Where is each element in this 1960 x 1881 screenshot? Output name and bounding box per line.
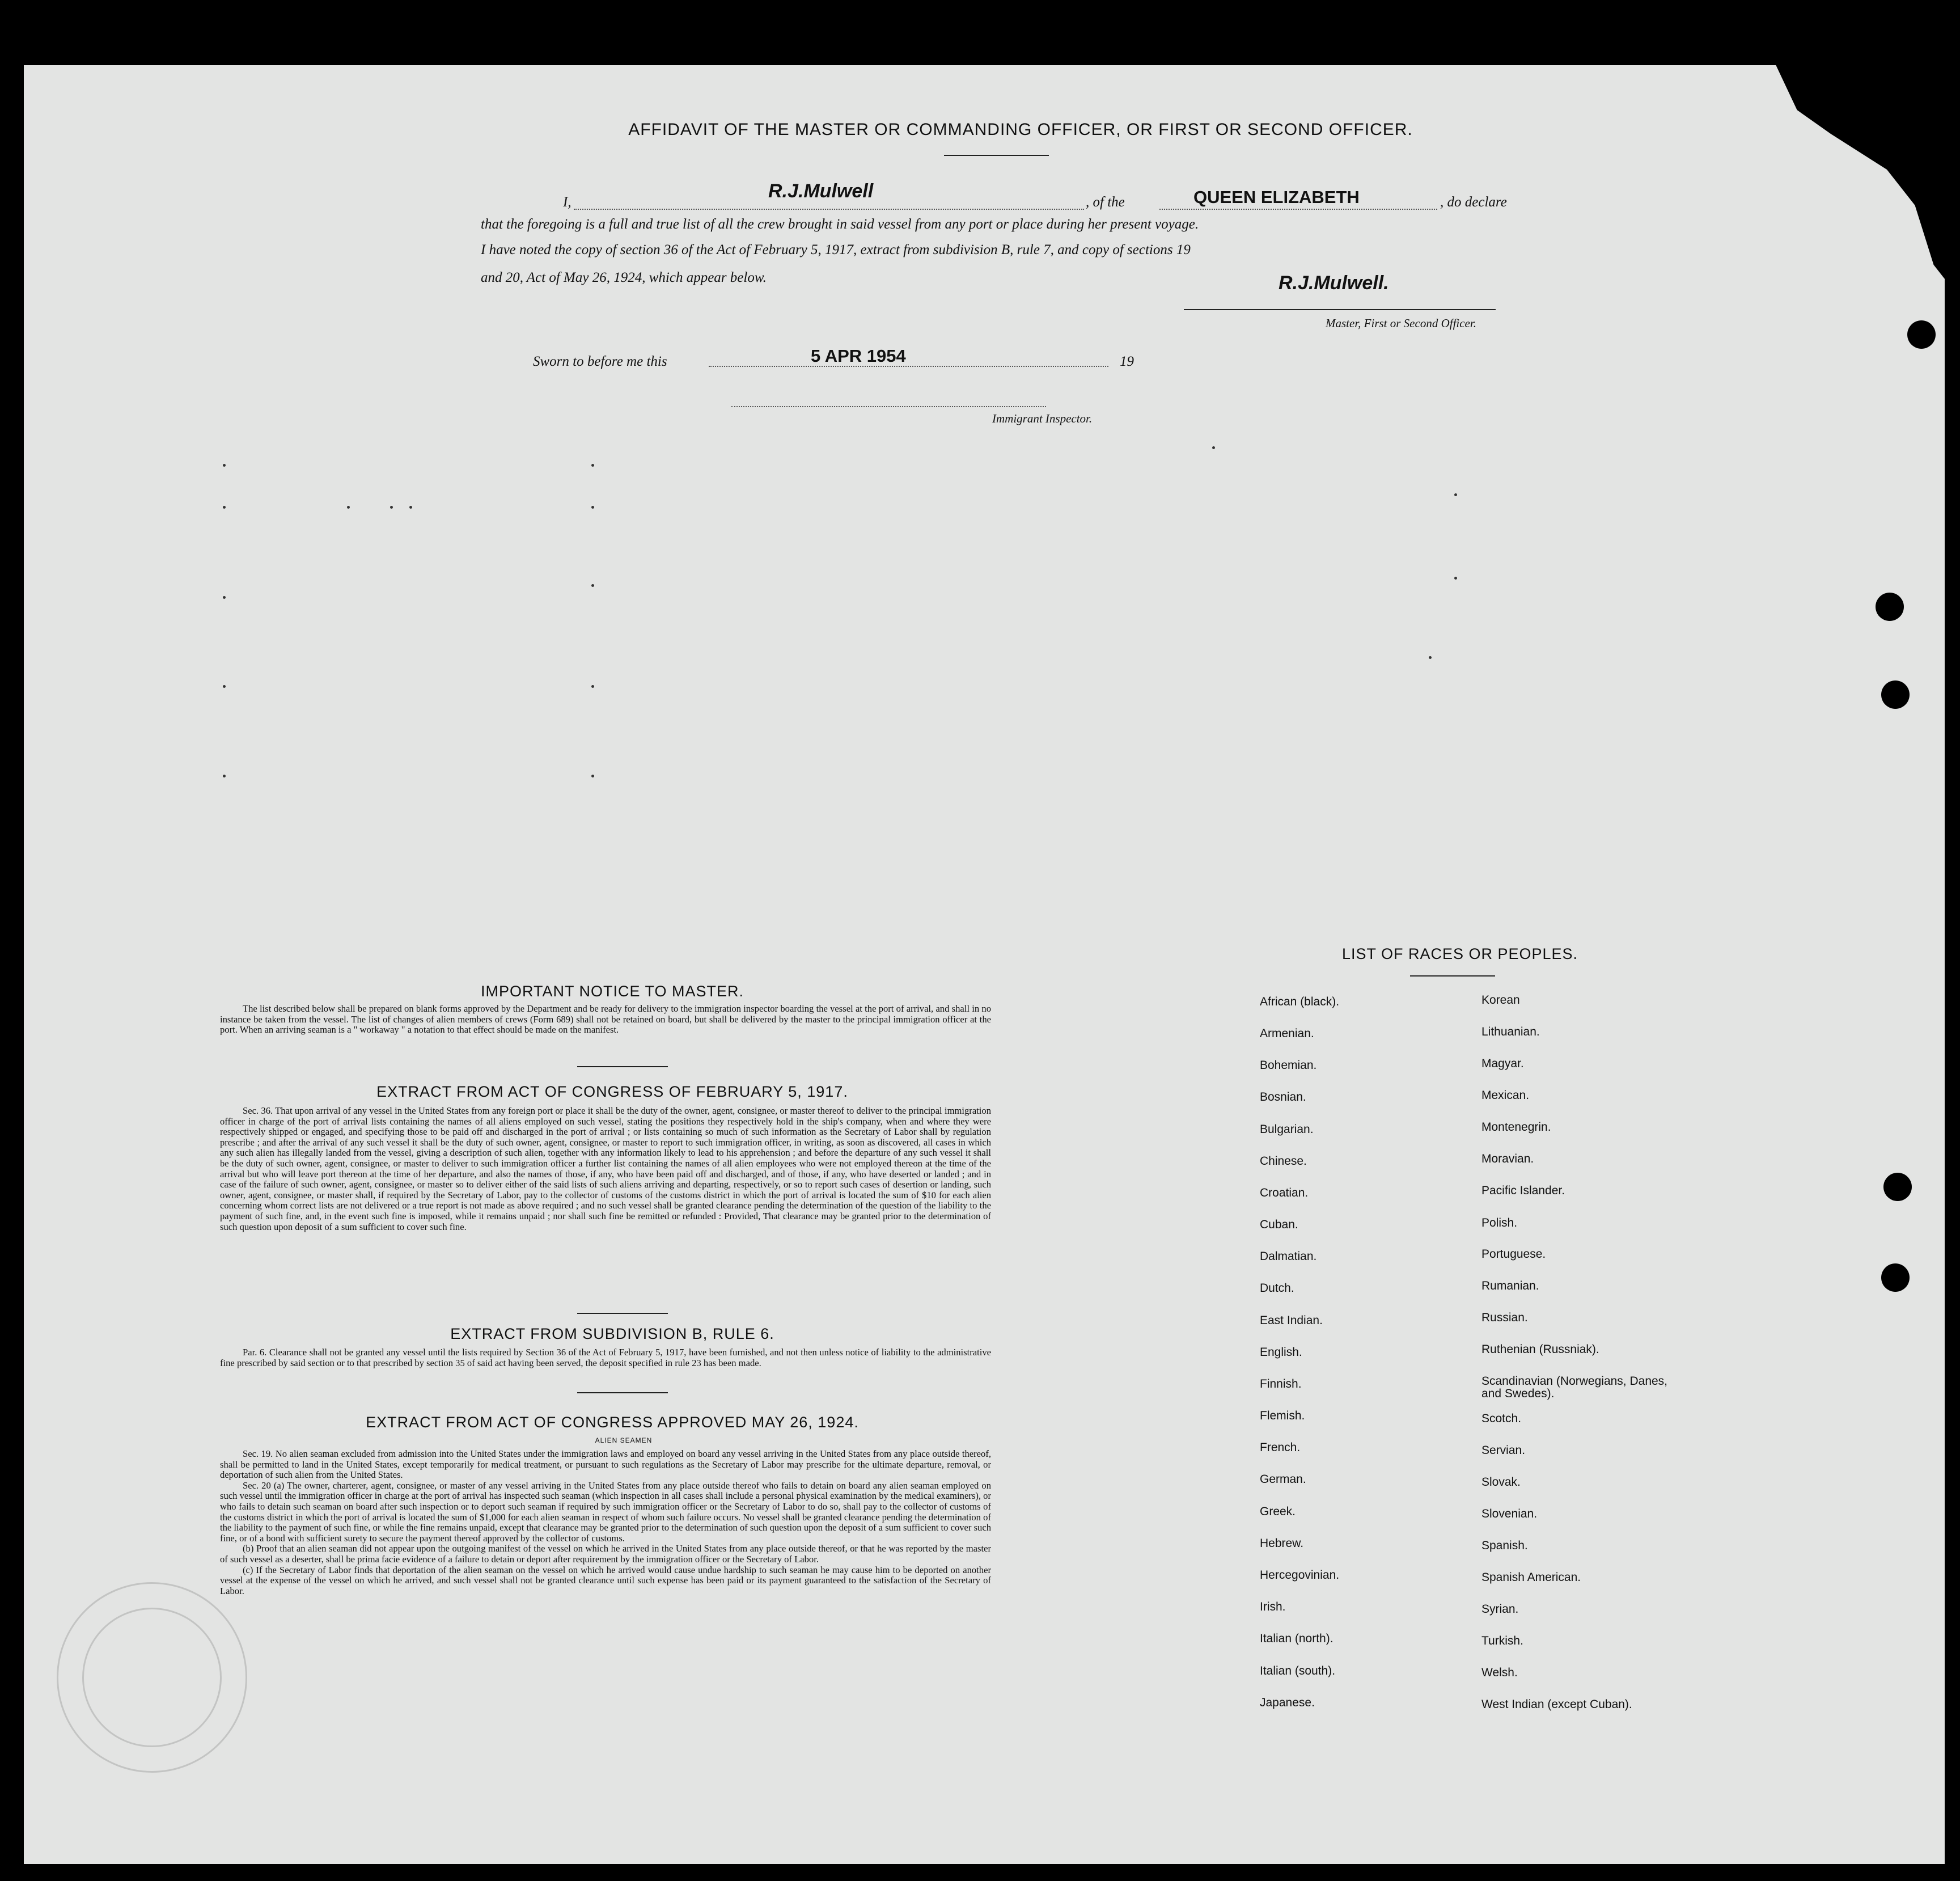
race-entry: Croatian. — [1260, 1186, 1309, 1199]
name-line — [574, 209, 1084, 210]
race-entry: Bohemian. — [1260, 1059, 1317, 1072]
race-entry: Magyar. — [1481, 1057, 1524, 1070]
affidavit-line-3: I have noted the copy of section 36 of the Act of February 5, 1917, extract from subdivision B, rule 7, and copy of sections 19 — [481, 242, 1191, 257]
notice-title: IMPORTANT NOTICE TO MASTER. — [480, 983, 744, 1000]
vessel-name: QUEEN ELIZABETH — [1193, 187, 1360, 207]
race-entry: Spanish American. — [1481, 1571, 1581, 1584]
divider — [944, 155, 1049, 156]
races-title: LIST OF RACES OR PEOPLES. — [1341, 945, 1578, 962]
inspector-caption: Immigrant Inspector. — [992, 412, 1093, 425]
rule-6-title: EXTRACT FROM SUBDIVISION B, RULE 6. — [450, 1325, 774, 1342]
sworn-label: Sworn to before me this — [533, 354, 667, 369]
race-entry: Japanese. — [1260, 1696, 1315, 1709]
bleed-mark — [347, 506, 350, 509]
race-entry: Irish. — [1260, 1600, 1286, 1613]
vessel-line — [1159, 209, 1437, 210]
race-entry: Scotch. — [1481, 1412, 1522, 1425]
race-entry: Moravian. — [1481, 1152, 1534, 1165]
divider — [577, 1392, 668, 1393]
bleed-mark — [1429, 656, 1432, 659]
race-entry: French. — [1260, 1441, 1301, 1454]
race-entry: Italian (south). — [1260, 1664, 1336, 1677]
race-entry: Finnish. — [1260, 1377, 1302, 1390]
race-entry: Ruthenian (Russniak). — [1481, 1343, 1599, 1356]
inspector-line — [731, 406, 1046, 407]
race-entry: Slovenian. — [1481, 1507, 1538, 1520]
race-entry: Bulgarian. — [1260, 1123, 1314, 1136]
bleed-mark — [1212, 446, 1215, 449]
sec-19-paragraph: Sec. 19. No alien seaman excluded from admission into the United States under the immigration laws and employed on board any vessel arriving in the United States from any place outside thereof, shall be permitted to land in the United States, except temporarily for medical treatment, or pursuant to such regulations as the Secretary of Labor may prescribe for the ultimate departure, removal, or deportation of such alien from the United States. — [220, 1448, 991, 1481]
bleed-mark — [591, 584, 594, 587]
race-entry: Scandinavian (Norwegians, Danes, and Swedes). — [1481, 1375, 1668, 1400]
embossed-seal-inner — [82, 1608, 222, 1747]
race-entry: Lithuanian. — [1481, 1025, 1540, 1038]
race-entry: Flemish. — [1260, 1409, 1305, 1422]
race-entry: Slovak. — [1481, 1476, 1521, 1489]
bleed-mark — [1454, 577, 1457, 580]
alien-seamen-subtitle: ALIEN SEAMEN — [595, 1436, 653, 1444]
race-entry: Pacific Islander. — [1481, 1184, 1565, 1197]
sworn-date-stamp: 5 APR 1954 — [811, 346, 906, 366]
punch-hole — [1876, 593, 1904, 621]
punch-hole — [1907, 320, 1936, 349]
officer-signature: R.J.Mulwell — [768, 180, 874, 202]
affidavit-line-2: that the foregoing is a full and true list of all the crew brought in said vessel from any port or place during her present voyage. — [481, 217, 1199, 232]
bleed-mark — [223, 685, 226, 688]
par-6-paragraph: Par. 6. Clearance shall not be granted any vessel until the lists required by Section 36 of the Act of February 5, 1917, have been furnished, and not then unless notice of liability to the administrative fine prescribed by said section or to that prescribed by section 35 of said act having been served, the deposit specified in rule 23 has been made. — [220, 1347, 991, 1368]
extract-1917-text — [220, 1106, 991, 1232]
race-entry: African (black). — [1260, 995, 1340, 1008]
bleed-mark — [223, 506, 226, 509]
race-entry: German. — [1260, 1473, 1306, 1486]
bleed-mark — [390, 506, 393, 509]
sec-36-paragraph: Sec. 36. That upon arrival of any vessel in the United States from any foreign port or place it shall be the duty of the owner, agent, consignee, or master thereof to deliver to the principal immigration officer in charge of the port of arrival lists containing the names of all aliens employed on such vessel, stating the positions they respectively hold in the ship's company, when and where they were respectively shipped or engaged, and specifying those to be paid off and discharged in the port of arrival ; or lists containing so much of such information as the Secretary of Labor shall by regulation prescribe ; and after the arrival of any such vessel it shall be the duty of such owner, agent, consignee, or master to report to such immigration officer, in writing, as soon as discovered, all cases in which any such alien has illegally landed from the vessel, giving a description of such alien, together with any information likely to lead to his apprehension ; and before the departure of any such vessel it shall be the duty of such owner, agent, consignee, or master to deliver to such immigration officer a further list containing the names of all alien employees who were not employed thereon at the time of the arrival but who will leave port thereon at the time of her departure, and also the names of those, if any, who have been paid off and discharged, and of those, if any, who have deserted or landed ; and in case of the failure of such owner, agent, consignee, or master so to deliver either of the said lists of such aliens arriving and departing, respectively, or so to report such cases of desertion or landing, such owner, agent, consignee, or master shall, if required by the Secretary of Labor, pay to the collector of customs of the customs district in which the port of arrival is located the sum of $10 for each alien concerning whom correct lists are not delivered or a true report is not made as above required ; and no such vessel shall be granted clearance pending the determination of the question of the liability to the payment of such fine, and, in the event such fine is imposed, while it remains unpaid ; nor shall such fine be remitted or refunded : Provided, That clearance may be granted prior to the determination of such question upon deposit of a sum sufficient to cover such fine. — [220, 1105, 991, 1232]
race-entry: Cuban. — [1260, 1218, 1298, 1231]
sec-20a-paragraph: Sec. 20 (a) The owner, charterer, agent, consignee, or master of any vessel arriving in the United States from any place outside thereof who fails to detain on board any alien seaman employed on such vessel until the immigration officer in charge at the port of arrival has inspected such seaman (which inspection in all cases shall include a personal physical examination by the medical examiners), or who fails to detain such seaman on board after such inspection or to deport such seaman if required by such immigration officer or the Secretary of Labor to do so, shall pay to the collector of customs of the customs district in which the port of arrival is located the sum of $1,000 for each alien seaman in respect of whom such failure occurs. No vessel shall be granted clearance pending the determination of the liability to the payment of such fine, or while the fine remains unpaid, except that clearance may be granted prior to the determination of such question upon the deposit of a sum sufficient to cover such fine, or of a bond with sufficient surety to secure the payment thereof approved by the collector of customs. — [220, 1480, 991, 1544]
bleed-mark — [409, 506, 412, 509]
bleed-mark — [591, 506, 594, 509]
race-entry: Portuguese. — [1481, 1248, 1546, 1261]
divider — [1410, 975, 1495, 977]
race-entry: Korean — [1481, 994, 1520, 1007]
race-entry: Hebrew. — [1260, 1537, 1304, 1550]
race-entry: Mexican. — [1481, 1089, 1530, 1102]
sworn-date-line — [709, 366, 1108, 367]
sec-20c-paragraph: (c) If the Secretary of Labor finds that deportation of the alien seaman on the vessel on which he arrived would cause undue hardship to such seaman he may cause him to be deported on another vessel at the expense of the vessel on which he arrived, and such vessel shall not be granted clearance until such expense has been paid or its payment guaranteed to the satisfaction of the Secretary of Labor. — [220, 1564, 991, 1596]
race-entry: Montenegrin. — [1481, 1121, 1551, 1134]
divider — [577, 1066, 668, 1067]
bleed-mark — [223, 596, 226, 599]
race-entry: Welsh. — [1481, 1666, 1518, 1679]
race-entry: Russian. — [1481, 1311, 1528, 1324]
bleed-mark — [591, 685, 594, 688]
bleed-mark — [591, 464, 594, 467]
divider — [577, 1313, 668, 1314]
race-entry: East Indian. — [1260, 1314, 1323, 1327]
punch-hole — [1881, 1263, 1910, 1292]
do-declare-label: , do declare — [1440, 195, 1507, 210]
race-entry: West Indian (except Cuban). — [1481, 1698, 1632, 1711]
race-entry: Spanish. — [1481, 1539, 1528, 1552]
bleed-mark — [591, 775, 594, 777]
race-entry: Italian (north). — [1260, 1632, 1334, 1645]
extract-1924-text — [220, 1449, 991, 1596]
extract-1917-title: EXTRACT FROM ACT OF CONGRESS OF FEBRUARY 5, 1917. — [376, 1083, 848, 1100]
bleed-mark — [223, 464, 226, 467]
race-entry: Syrian. — [1481, 1603, 1519, 1616]
master-signature: R.J.Mulwell. — [1279, 272, 1389, 294]
affidavit-intro: I, — [563, 195, 572, 210]
notice-text — [220, 1004, 991, 1035]
sworn-year: 19 — [1120, 354, 1134, 369]
race-entry: Rumanian. — [1481, 1279, 1539, 1292]
master-caption: Master, First or Second Officer. — [1326, 316, 1476, 330]
race-entry: Dutch. — [1260, 1282, 1294, 1295]
notice-paragraph: The list described below shall be prepared on blank forms approved by the Department and be ready for delivery to the immigration inspector boarding the vessel at the port of arrival, and shall in no instance be taken from the vessel. The list of changes of alien members of crews (Form 689) shall not be retained on board, but shall be delivered by the master to the principal immigration officer at the port. When an arriving seaman is a " workaway " a notation to that effect should be made on the manifest. — [220, 1003, 991, 1035]
bleed-mark — [1454, 493, 1457, 496]
race-entry: Polish. — [1481, 1216, 1518, 1229]
sec-20b-paragraph: (b) Proof that an alien seaman did not appear upon the outgoing manifest of the vessel on which he arrived in the United States from any place outside thereof, or that he was reported by the master of such vessel as a deserter, shall be prima facie evidence of a failure to detain or deport after requirement by the immigration officer or the Secretary of Labor. — [220, 1543, 991, 1565]
punch-hole — [1881, 680, 1910, 709]
race-entry: Greek. — [1260, 1505, 1296, 1518]
race-entry: Chinese. — [1260, 1155, 1307, 1168]
race-entry: Dalmatian. — [1260, 1250, 1317, 1263]
race-entry: English. — [1260, 1346, 1302, 1359]
rule-6-text — [220, 1347, 991, 1368]
punch-hole — [1883, 1173, 1912, 1201]
of-the-label: , of the — [1086, 195, 1125, 210]
race-entry: Turkish. — [1481, 1634, 1523, 1647]
affidavit-line-4: and 20, Act of May 26, 1924, which appear below. — [481, 270, 767, 285]
race-entry: Armenian. — [1260, 1027, 1314, 1040]
affidavit-title: AFFIDAVIT OF THE MASTER OR COMMANDING OFFICER, OR FIRST OR SECOND OFFICER. — [628, 120, 1413, 139]
race-entry: Hercegovinian. — [1260, 1569, 1340, 1582]
extract-1924-title: EXTRACT FROM ACT OF CONGRESS APPROVED MAY 26, 1924. — [366, 1414, 859, 1431]
bleed-mark — [223, 775, 226, 777]
race-entry: Servian. — [1481, 1444, 1526, 1457]
race-entry: Bosnian. — [1260, 1090, 1306, 1104]
master-signature-line — [1184, 309, 1496, 310]
